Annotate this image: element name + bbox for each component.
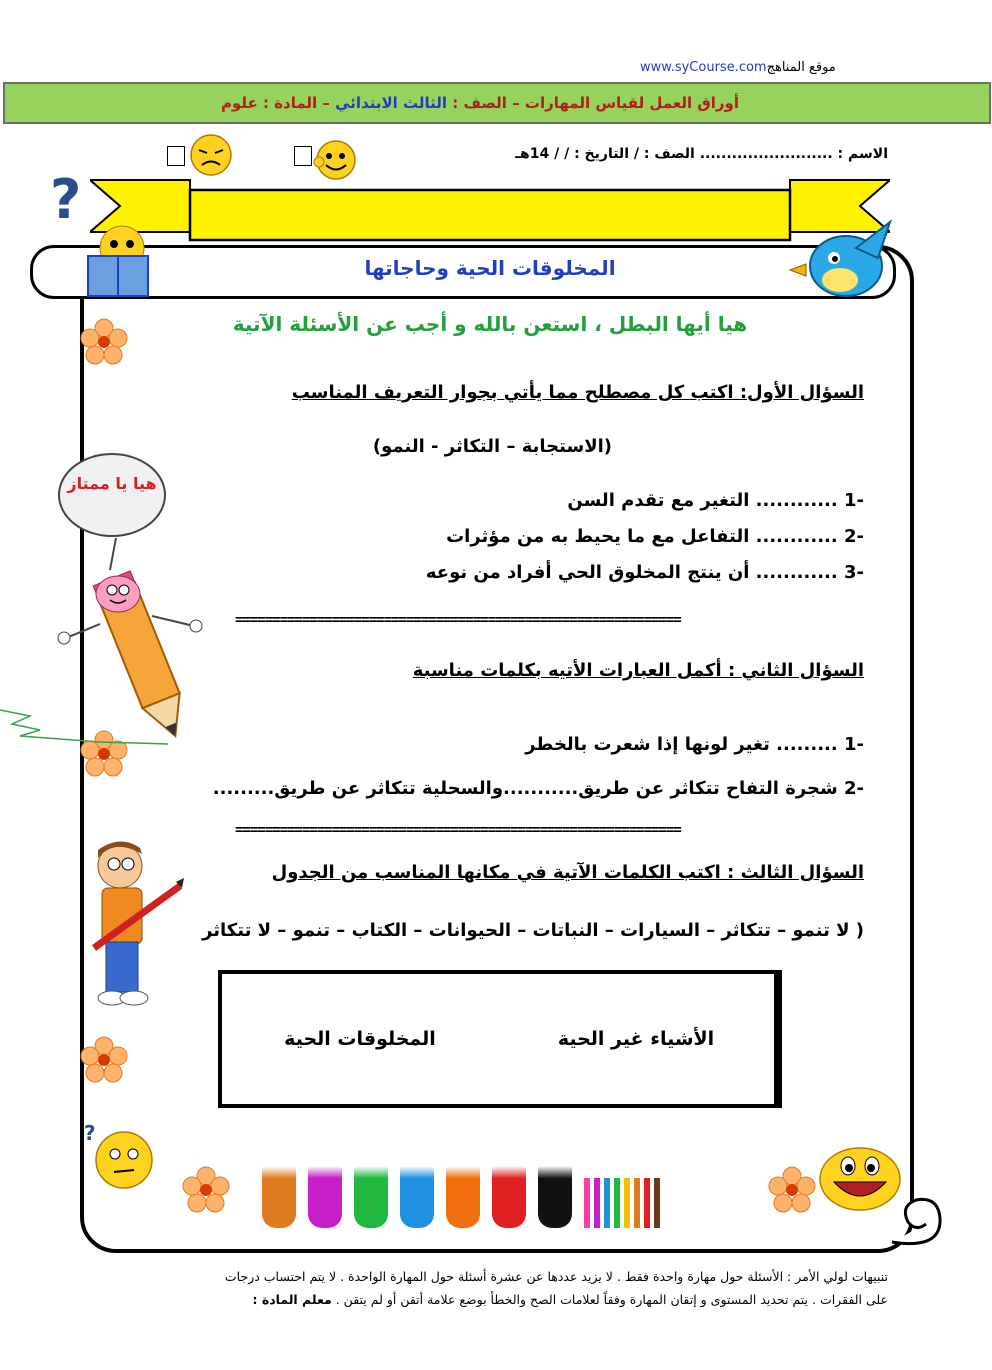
flower-icon: [80, 318, 128, 366]
crayon-icon: [400, 1166, 434, 1228]
q1-item-2: -2 ............ التفاعل مع ما يحيط به من مؤثرات: [446, 526, 864, 547]
q3-label: السؤال الثالث: [740, 862, 864, 883]
title-ribbon: [90, 172, 890, 248]
scroll-curl-decoration: [882, 1190, 952, 1250]
table-cell-living[interactable]: المخلوقات الحية: [284, 1028, 436, 1050]
parent-notes-line-2: [128, 1288, 888, 1311]
q1-label: السؤال الأول: [747, 382, 864, 403]
q2-item-2: -2 شجرة التفاح تتكاثر عن طريق...........والسحلية تتكاثر عن طريق.........: [212, 778, 864, 799]
banner-subject-label: – المادة :: [257, 94, 336, 112]
banner-grade: الثالث الابتدائي: [335, 94, 448, 112]
intro-instruction: هيا أيها البطل ، استعن بالله و أجب عن الأسئلة الآتية: [232, 312, 748, 336]
boy-with-pencil-icon: [84, 838, 184, 1016]
q1-heading: [292, 382, 864, 403]
header-banner: [3, 82, 991, 124]
q1-item-1: -1 ............ التغير مع تقدم السن: [567, 490, 864, 511]
green-wave-decoration: [0, 700, 170, 750]
separator-line: ============================================================: [235, 822, 681, 838]
student-info-line: الاسم : ......................... الصف : / التاريخ : / / 14هـ: [515, 146, 888, 162]
q2-instruction: : أكمل العبارات الأتيه بكلمات مناسبة: [412, 660, 742, 681]
separator-line: ============================================================: [235, 612, 681, 628]
flower-icon: [80, 1036, 128, 1084]
q1-item-3: -3 ............ أن ينتج المخلوق الحي أفراد من نوعه: [425, 562, 864, 583]
svg-text:?: ?: [84, 1121, 96, 1145]
banner-text: [221, 94, 739, 112]
flower-icon: [182, 1166, 230, 1214]
banner-subject: علوم: [220, 94, 258, 112]
crayon-icon: [492, 1166, 526, 1228]
q2-label: السؤال الثاني: [741, 660, 864, 681]
thinking-smiley-icon: [84, 1120, 158, 1194]
not-mastered-checkbox[interactable]: [167, 146, 185, 166]
q1-instruction: : اكتب كل مصطلح مما يأتي بجوار التعريف المناسب: [291, 382, 748, 403]
crayon-row: [262, 1166, 660, 1228]
classification-table: [218, 970, 782, 1108]
reading-smiley-icon: [84, 222, 154, 302]
parent-notes: [128, 1265, 888, 1311]
blue-bird-icon: [786, 218, 896, 302]
flower-icon: [768, 1166, 816, 1214]
q3-heading: [272, 862, 864, 883]
lesson-title: المخلوقات الحية وحاجاتها: [364, 256, 616, 280]
site-url[interactable]: www.syCourse.com: [640, 60, 767, 75]
crayon-icon: [308, 1166, 342, 1228]
q2-heading: [413, 660, 864, 681]
colored-pencils-icon: [584, 1178, 660, 1228]
crayon-icon: [262, 1166, 296, 1228]
site-credit: [640, 60, 836, 75]
question-mark-icon: ?: [50, 168, 82, 231]
crayon-icon: [354, 1166, 388, 1228]
banner-prefix: أوراق العمل لقياس المهارات – الصف :: [447, 94, 739, 112]
q3-instruction: : اكتب الكلمات الآتية في مكانها المناسب من الجدول: [271, 862, 741, 883]
site-name: موقع المناهج: [766, 60, 836, 75]
parent-notes-line-1: تنبيهات لولي الأمر : الأسئلة حول مهارة واحدة فقط . لا يزيد عددها عن عشرة أسئلة حول المهارة الواحدة . لا يتم احتساب درجات: [224, 1269, 888, 1284]
crayon-icon: [446, 1166, 480, 1228]
q3-word-bank: ( لا تنمو – تتكاثر – السيارات – النباتات – الحيوانات – الكتاب – تنمو – لا تتكاثر: [202, 920, 864, 941]
parent-notes-text: على الفقرات . يتم تحديد المستوى و إتقان المهارة وفقاً لعلامات الصح والخطأ بوضع علامة أتقن أو لم يتقن .: [335, 1292, 888, 1307]
mastered-checkbox[interactable]: [294, 146, 312, 166]
q2-item-1: -1 ......... تغير لونها إذا شعرت بالخطر: [525, 734, 864, 755]
speech-bubble: هيا يا ممتاز: [58, 453, 166, 537]
crayon-icon: [538, 1166, 572, 1228]
table-cell-nonliving[interactable]: الأشياء غير الحية: [498, 974, 778, 1104]
teacher-label: معلم المادة :: [252, 1292, 332, 1307]
q1-terms: (الاستجابة – التكاثر - النمو): [372, 436, 612, 457]
